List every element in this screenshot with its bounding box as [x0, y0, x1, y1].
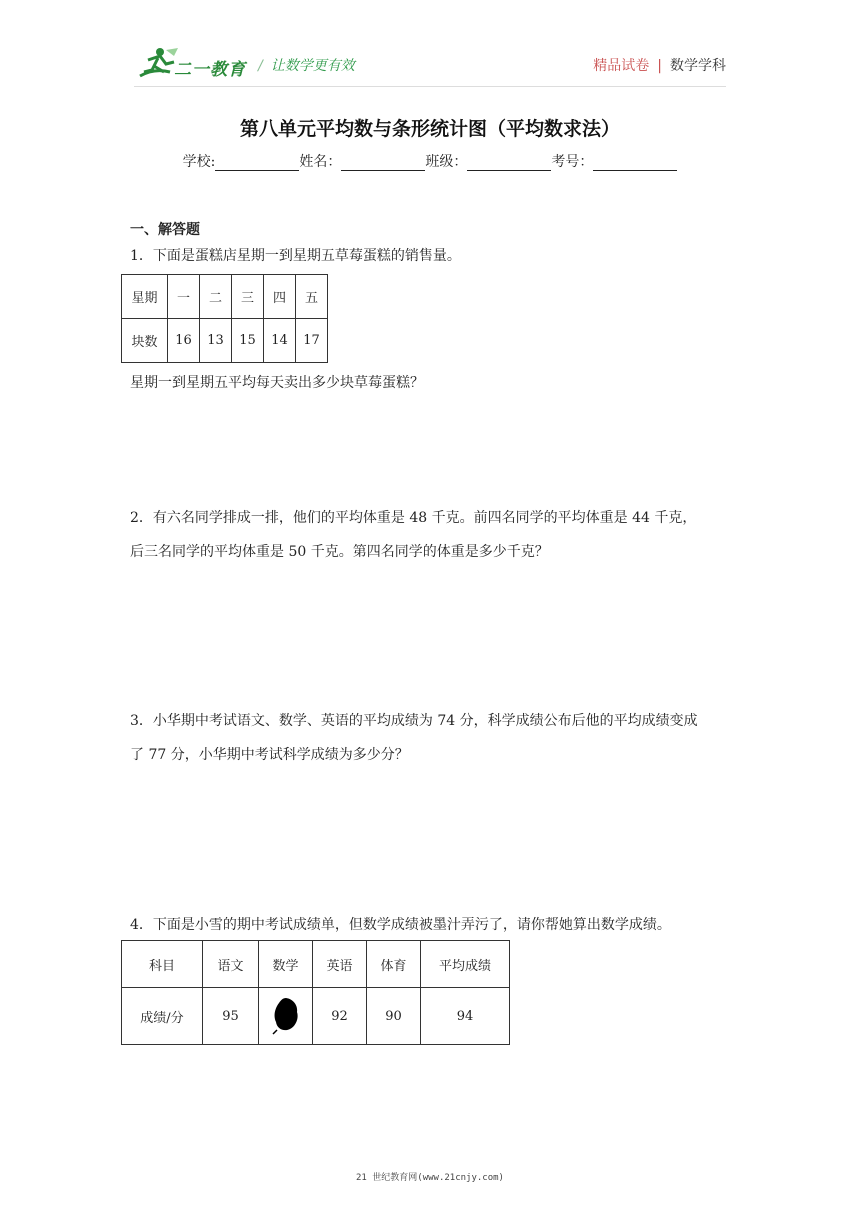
- day-cell: 三: [232, 275, 264, 319]
- school-label: 学校:: [182, 154, 216, 170]
- section-heading: 一、解答题: [130, 222, 200, 238]
- page-footer: 21 世纪教育网(www.21cnjy.com): [356, 1173, 504, 1183]
- brand-right: 精品试卷 | 数学学科: [593, 58, 726, 74]
- header-cell: 平均成绩: [421, 941, 510, 988]
- table-row: [122, 275, 328, 319]
- score-cell: 95: [203, 988, 259, 1045]
- logo-text: 二一教育: [174, 60, 246, 80]
- value-cell: 14: [264, 319, 296, 363]
- class-label: 班级：: [425, 154, 468, 170]
- day-cell: 四: [264, 275, 296, 319]
- row-header: 星期: [122, 275, 168, 319]
- ink-blot-icon: [271, 996, 301, 1036]
- day-cell: 五: [296, 275, 328, 319]
- header-cell: 体育: [367, 941, 421, 988]
- name-blank[interactable]: [341, 155, 425, 171]
- q4-text: 4．下面是小雪的期中考试成绩单，但数学成绩被墨汁弄污了，请你帮她算出数学成绩。: [130, 917, 671, 933]
- page-header: [0, 0, 860, 90]
- table-row: [122, 319, 328, 363]
- q1-text: 1．下面是蛋糕店星期一到星期五草莓蛋糕的销售量。: [130, 248, 461, 264]
- page-title: 第八单元平均数与条形统计图（平均数求法）: [239, 118, 620, 140]
- value-cell: 16: [168, 319, 200, 363]
- header-cell: 语文: [203, 941, 259, 988]
- school-blank[interactable]: [215, 155, 299, 171]
- exam-no-label: 考号：: [551, 154, 594, 170]
- q3-text: [130, 704, 736, 772]
- badge-label: 精品试卷: [593, 58, 650, 74]
- name-label: 姓名：: [299, 154, 342, 170]
- class-blank[interactable]: [467, 155, 551, 171]
- value-cell: 13: [200, 319, 232, 363]
- row-header: 块数: [122, 319, 168, 363]
- q2-text: [130, 501, 736, 569]
- q1-table: [121, 274, 328, 363]
- row-label: 成绩/分: [122, 988, 203, 1045]
- q3-line1: 3．小华期中考试语文、数学、英语的平均成绩为 74 分，科学成绩公布后他的平均成绩变成: [130, 713, 698, 729]
- student-info: [0, 151, 860, 171]
- ink-blot-cell: [259, 988, 313, 1045]
- table-row: [122, 988, 510, 1045]
- header-divider: [134, 86, 726, 87]
- day-cell: 二: [200, 275, 232, 319]
- q4-table: [121, 940, 510, 1045]
- value-cell: 15: [232, 319, 264, 363]
- q3-line2: 了 77 分，小华期中考试科学成绩为多少分？: [130, 747, 409, 763]
- q1-question: 星期一到星期五平均每天卖出多少块草莓蛋糕？: [130, 375, 424, 391]
- exam-no-blank[interactable]: [593, 155, 677, 171]
- table-row: [122, 941, 510, 988]
- day-cell: 一: [168, 275, 200, 319]
- slogan-text: 让数学更有效: [270, 58, 355, 74]
- score-cell: 90: [367, 988, 421, 1045]
- q2-line1: 2．有六名同学排成一排，他们的平均体重是 48 千克。前四名同学的平均体重是 44 千克，: [130, 510, 697, 526]
- slogan: / 让数学更有效: [258, 58, 355, 74]
- header-cell: 数学: [259, 941, 313, 988]
- header-cell: 科目: [122, 941, 203, 988]
- header-cell: 英语: [313, 941, 367, 988]
- score-cell: 92: [313, 988, 367, 1045]
- value-cell: 17: [296, 319, 328, 363]
- score-cell: 94: [421, 988, 510, 1045]
- q2-line2: 后三名同学的平均体重是 50 千克。第四名同学的体重是多少千克？: [130, 544, 549, 560]
- subject-label: 数学学科: [670, 58, 726, 74]
